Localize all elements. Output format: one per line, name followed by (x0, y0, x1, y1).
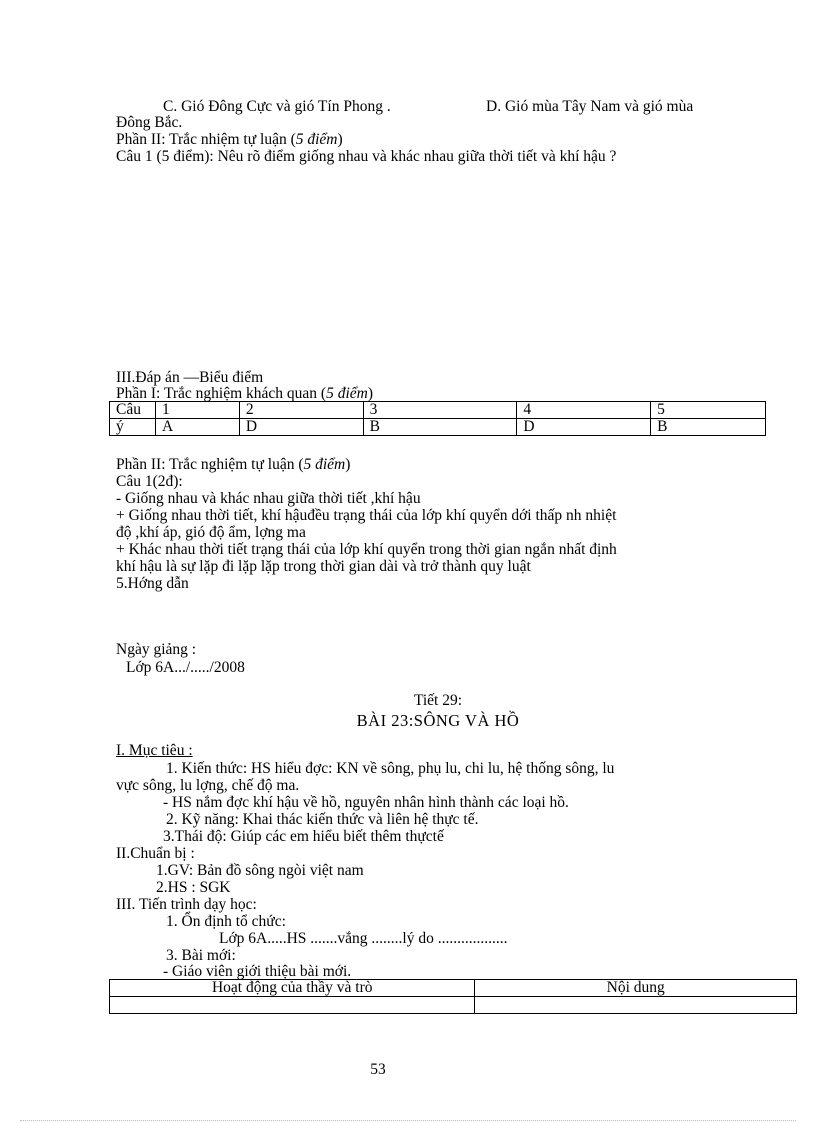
table-cell (110, 997, 475, 1014)
page-number: 53 (370, 1061, 386, 1078)
answer-table (109, 401, 766, 436)
lesson-line: 3. Bài mới: (166, 947, 236, 964)
table-cell: 4 (517, 402, 651, 419)
activity-table (109, 979, 797, 1014)
answer-line: - Giống nhau và khác nhau giữa thời tiết ,khí hậu (116, 490, 421, 507)
table-row (110, 980, 797, 997)
table-cell: 5 (651, 402, 766, 419)
page-title: BÀI 23:SÔNG VÀ HỒ (356, 711, 520, 730)
table-row (110, 402, 766, 419)
table-cell: D (517, 419, 651, 436)
answers-heading: III.Đáp án —Biểu điểm (116, 369, 264, 386)
answer-line: độ ,khí áp, gió độ ẩm, lợng ma (116, 524, 306, 541)
answer-line: + Khác nhau thời tiết trạng thái của lớp khí quyển trong thời gian ngắn nhất định (116, 541, 617, 558)
table-cell (475, 997, 797, 1014)
lesson-line: - HS nắm đợc khí hậu về hồ, nguyên nhân hình thành các loại hồ. (163, 794, 569, 811)
period: Tiết 29: (413, 692, 463, 709)
table-row (110, 419, 766, 436)
objectives-heading: I. Mục tiêu : (116, 742, 193, 759)
answers-part1-title: Phần I: Trắc nghiệm khách quan (5 điểm) (116, 385, 374, 402)
lesson-line: 1. Ổn định tổ chức: (166, 913, 286, 930)
lesson-line: 2.HS : SGK (156, 879, 231, 896)
date-label: Ngày giảng : (116, 641, 197, 658)
lesson-line: 2. Kỹ năng: Khai thác kiến thức và liên hệ thực tế. (166, 811, 479, 828)
table-cell: A (155, 419, 239, 436)
question-1: Câu 1 (5 điểm): Nêu rõ điểm giống nhau và khác nhau giữa thời tiết và khí hậu ? (116, 148, 617, 165)
lesson-line: 1. Kiến thức: HS hiểu đợc: KN về sông, phụ lu, chi lu, hệ thống sông, lu (166, 760, 615, 777)
lesson-line: III. Tiến trình dạy học: (116, 896, 257, 913)
option-d: D. Gió mùa Tây Nam và gió mùa (486, 98, 694, 115)
option-d-continued: Đông Bắc. (116, 114, 183, 131)
table-cell: Câu (110, 402, 156, 419)
table-cell: 2 (239, 402, 363, 419)
answer-line: 5.Hớng dẫn (116, 575, 189, 592)
page-bottom-divider (20, 1120, 796, 1121)
lesson-line: vực sông, lu lợng, chế độ ma. (116, 777, 300, 794)
table-cell: B (651, 419, 766, 436)
table-header-cell: Nội dung (475, 980, 797, 997)
answer-line: + Giống nhau thời tiết, khí hậuđều trạng thái của lớp khí quyển dới thấp nh nhiệt (116, 507, 617, 524)
lesson-line: - Giáo viên giới thiệu bài mới. (163, 963, 352, 980)
table-header-cell: Hoạt động của thầy và trò (110, 980, 475, 997)
answers-part2-title: Phần II: Trắc nghiệm tự luận (5 điểm) (116, 456, 351, 473)
lesson-line: 1.GV: Bản đồ sông ngòi việt nam (156, 862, 364, 879)
table-cell: B (363, 419, 517, 436)
lesson-line: 3.Thái độ: Giúp các em hiểu biết thêm thựctế (163, 828, 444, 845)
option-c: C. Gió Đông Cực và gió Tín Phong . (163, 98, 391, 115)
class-date: Lớp 6A.../...../2008 (126, 659, 245, 676)
lesson-line: II.Chuẩn bị : (116, 845, 195, 862)
answers-q1: Câu 1(2đ): (116, 473, 183, 490)
table-cell: 3 (363, 402, 517, 419)
table-cell: 1 (155, 402, 239, 419)
section2-title: Phần II: Trắc nhiệm tự luận (5 điểm) (116, 131, 343, 148)
lesson-line: Lớp 6A.....HS .......vắng ........lý do .................. (219, 930, 508, 947)
table-cell: D (239, 419, 363, 436)
table-cell: ý (110, 419, 156, 436)
answer-line: khí hậu là sự lặp đi lặp lặp trong thời gian dài và trở thành quy luật (116, 558, 531, 575)
table-row (110, 997, 797, 1014)
